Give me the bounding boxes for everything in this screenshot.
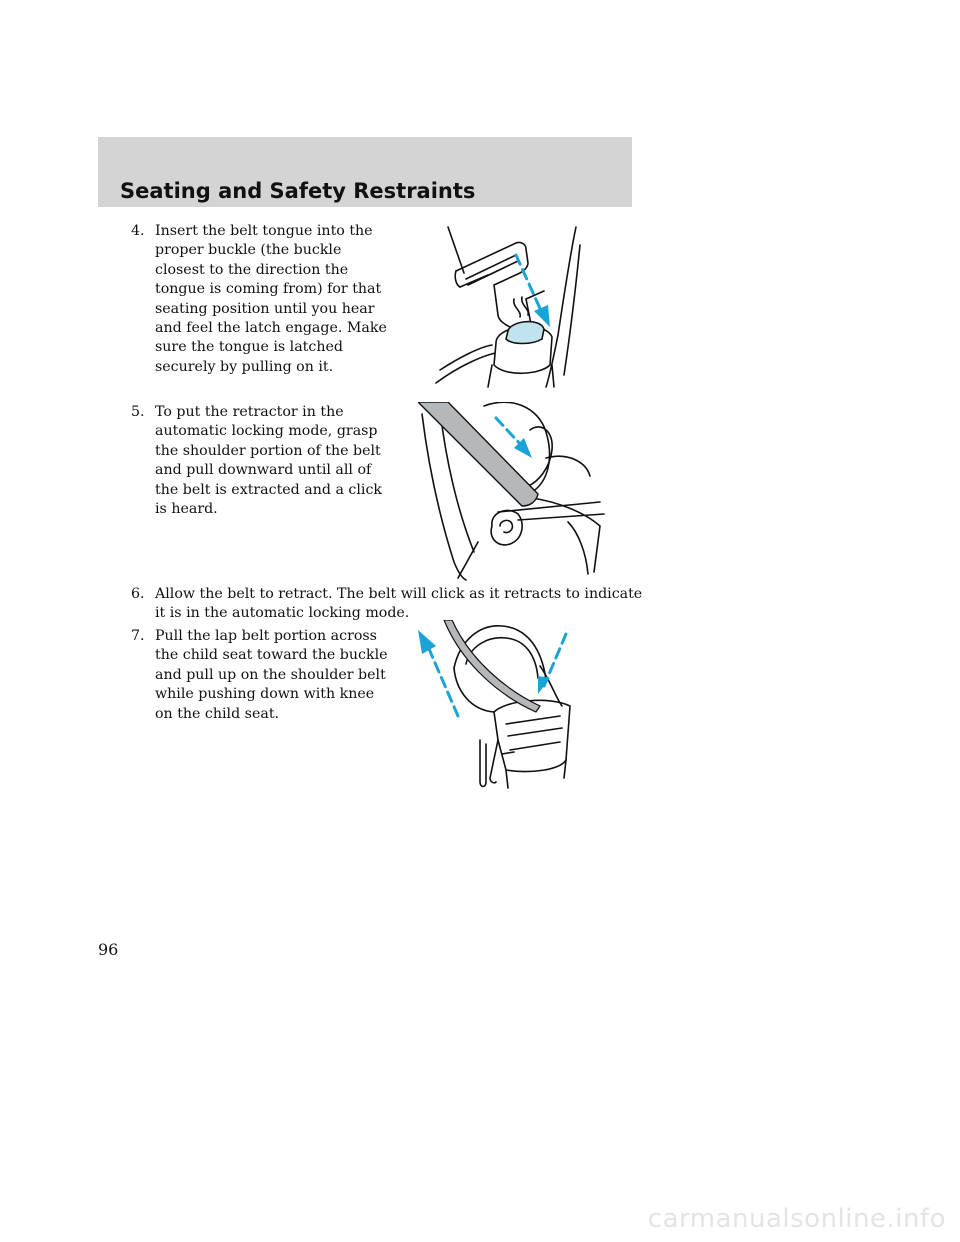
step-number: 4. — [131, 223, 145, 239]
step-4 — [131, 222, 387, 377]
step-line: while pushing down with knee — [155, 686, 375, 703]
step-6 — [131, 585, 642, 624]
step-number: 7. — [131, 628, 145, 644]
step-line: it is in the automatic locking mode. — [155, 605, 410, 622]
step-line: To put the retractor in the — [155, 404, 344, 420]
page-number: 96 — [98, 940, 119, 959]
step-line: the shoulder portion of the belt — [155, 442, 381, 459]
step-number: 6. — [131, 586, 145, 602]
step-line: closest to the direction the — [155, 261, 349, 278]
step-line: tongue is coming from) for that — [155, 281, 382, 298]
section-header-band — [98, 137, 632, 207]
step-line: automatic locking mode, grasp — [155, 423, 378, 440]
step-number: 5. — [131, 404, 145, 420]
footer-watermark[interactable]: carmanualsonline.info — [647, 1204, 946, 1234]
step-line: the child seat toward the buckle — [155, 647, 388, 664]
step-line: on the child seat. — [155, 705, 280, 722]
step-line: and feel the latch engage. Make — [155, 320, 387, 337]
step-line: sure the tongue is latched — [155, 339, 343, 356]
step-line: the belt is extracted and a click — [155, 481, 382, 498]
step-line: proper buckle (the buckle — [155, 242, 342, 259]
step-line: Pull the lap belt portion across — [155, 628, 377, 644]
step-7 — [131, 627, 388, 724]
step-line: Allow the belt to retract. The belt will click as it retracts to indicate — [155, 586, 643, 602]
shoulder-belt-pull-illustration — [418, 402, 608, 582]
step-line: and pull up on the shoulder belt — [155, 666, 386, 683]
step-5 — [131, 403, 382, 519]
step-line: securely by pulling on it. — [155, 358, 334, 375]
child-seat-belt-illustration — [410, 620, 580, 795]
step-line: is heard. — [155, 501, 218, 518]
belt-buckle-illustration — [430, 215, 590, 390]
step-line: and pull downward until all of — [155, 462, 372, 479]
step-line: seating position until you hear — [155, 300, 375, 317]
step-line: Insert the belt tongue into the — [155, 223, 373, 239]
section-title: Seating and Safety Restraints — [120, 179, 476, 203]
